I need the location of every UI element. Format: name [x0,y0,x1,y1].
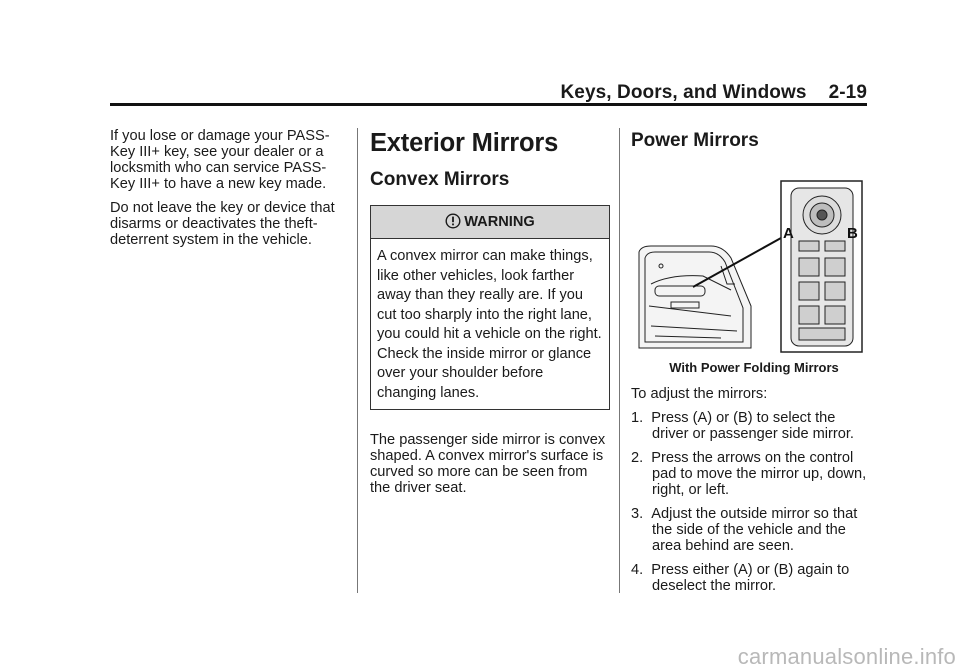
section-title: Keys, Doors, and Windows [560,82,807,103]
page-header [110,82,867,104]
figure-caption: With Power Folding Mirrors [669,360,839,375]
column-2 [370,128,610,504]
column-divider-2 [619,128,620,593]
paragraph-convex: The passenger side mirror is convex shaped. A convex mirror's surface is curved so more can be seen from the driver seat. [370,432,606,496]
switch-panel-drawing [781,181,862,352]
warning-label: WARNING [464,214,535,230]
column-divider-1 [357,128,358,593]
page-number: 2-19 [828,82,867,103]
watermark: carmanualsonline.info [737,644,956,669]
label-a: A [783,225,794,242]
list-item: 2. Press the arrows on the control pad to move the mirror up, down, right, or left. [631,450,867,498]
door-switch-illustration [631,166,867,356]
warning-box [370,205,610,410]
paragraph-theft-deterrent: Do not leave the key or device that disarms or deactivates the theft-deterrent system in the vehicle. [110,200,335,248]
subsection-heading: Convex Mirrors [370,169,510,190]
list-item: 1. Press (A) or (B) to select the driver or passenger side mirror. [631,410,854,442]
subsection-heading-power-mirrors: Power Mirrors [631,130,759,151]
column-1 [110,128,340,256]
list-item: 3. Adjust the outside mirror so that the side of the vehicle and the area behind are seen. [631,506,858,554]
steps-list [631,410,867,594]
section-heading: Exterior Mirrors [370,129,559,157]
warning-icon [445,213,461,229]
steps-intro: To adjust the mirrors: [631,386,768,402]
label-b: B [847,225,858,242]
header-rule [110,103,867,106]
paragraph-lost-key: If you lose or damage your PASS-Key III+ key, see your dealer or a locksmith who can service PASS-Key III+ to have a new key made. [110,128,330,192]
column-3 [631,128,867,602]
warning-header [371,206,609,239]
warning-text: A convex mirror can make things, like other vehicles, look farther away than they really are. If you cut too sharply into the right lane, you could hit a vehicle on the right. Check the inside mirror or glance over your shoulder before changing lanes. [377,248,602,401]
list-item: 4. Press either (A) or (B) again to deselect the mirror. [631,562,850,594]
door-panel-drawing [639,246,751,348]
power-mirror-figure [631,166,867,356]
